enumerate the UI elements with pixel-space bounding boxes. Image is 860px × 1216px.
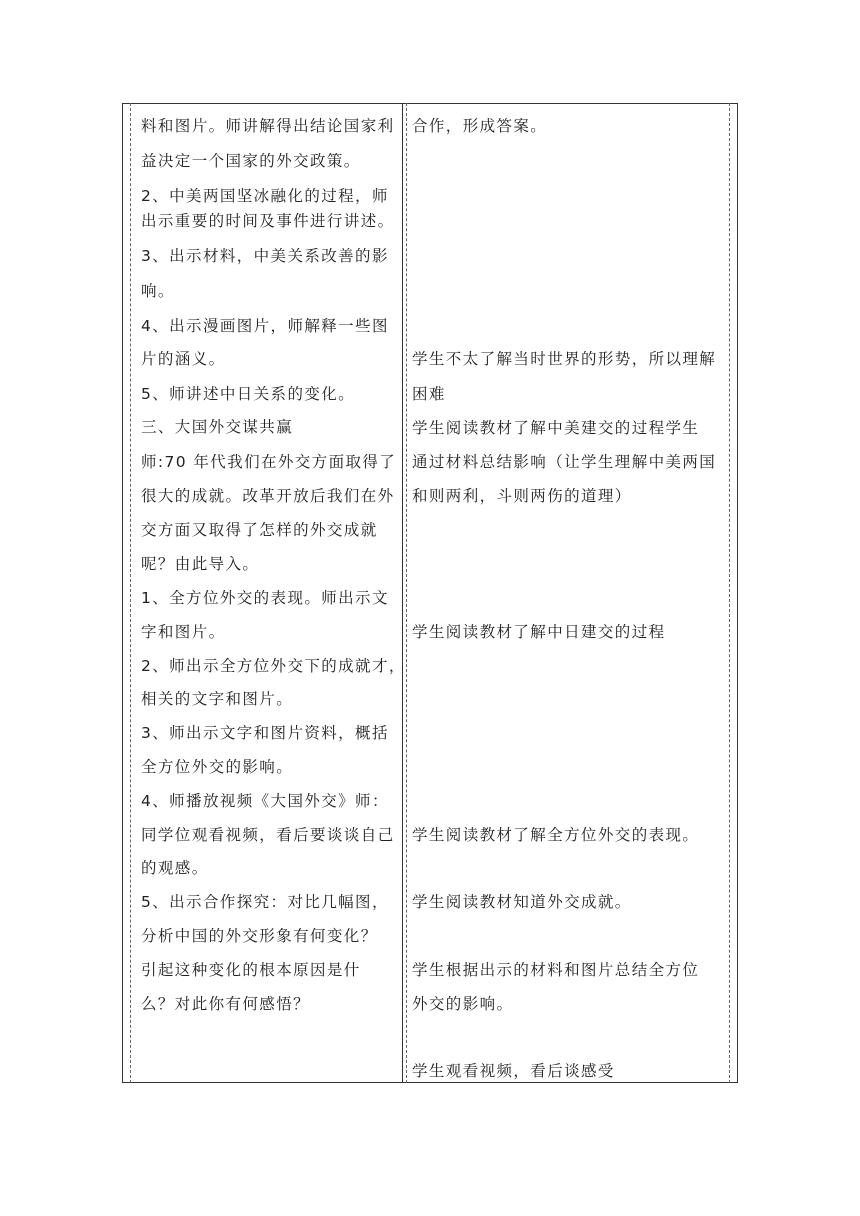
teacher-line: 的观感。	[141, 859, 209, 877]
teacher-line: 出示重要的时间及事件进行讲述。	[141, 212, 395, 230]
column-divider	[402, 103, 403, 1083]
student-line: 困难	[412, 385, 446, 403]
teacher-line: 1、全方位外交的表现。师出示文	[141, 589, 389, 607]
teacher-line: 料和图片。师讲解得出结论国家利	[141, 117, 395, 135]
student-line: 学生根据出示的材料和图片总结全方位	[412, 961, 700, 979]
teacher-line: 4、师播放视频《大国外交》师：	[141, 792, 389, 810]
student-line: 学生阅读教材了解中美建交的过程学生	[412, 419, 700, 437]
teacher-line: 4、出示漫画图片，师解释一些图	[141, 317, 389, 335]
student-line: 学生阅读教材知道外交成就。	[412, 893, 632, 911]
teacher-line: 2、师出示全方位外交下的成就才，	[141, 657, 406, 675]
table-inner-border-right	[729, 103, 730, 1083]
teacher-line: 3、师出示文字和图片资料，概括	[141, 724, 389, 742]
student-line: 通过材料总结影响（让学生理解中美两国	[412, 453, 717, 471]
teacher-line: 3、出示材料，中美关系改善的影	[141, 247, 389, 265]
student-line: 和则两利，斗则两伤的道理）	[412, 487, 632, 505]
student-line: 外交的影响。	[412, 995, 514, 1013]
section-heading: 三、大国外交谋共赢	[141, 418, 294, 436]
teacher-line: 同学位观看视频，看后要谈谈自己	[141, 826, 395, 844]
teacher-line: 引起这种变化的根本原因是什	[141, 961, 361, 979]
teacher-line: 字和图片。	[141, 623, 226, 641]
table-inner-border-left	[130, 103, 131, 1083]
teacher-line: 全方位外交的影响。	[141, 758, 294, 776]
teacher-line: 响。	[141, 282, 175, 300]
column-divider-dashed	[406, 103, 407, 1083]
teacher-line: 益决定一个国家的外交政策。	[141, 152, 361, 170]
student-line: 学生不太了解当时世界的形势，所以理解	[412, 350, 717, 368]
teacher-line: 呢？由此导入。	[141, 555, 260, 573]
teacher-line: 相关的文字和图片。	[141, 690, 294, 708]
teacher-line: 师:70 年代我们在外交方面取得了	[141, 453, 397, 471]
teacher-line: 很大的成就。改革开放后我们在外	[141, 487, 395, 505]
teacher-line: 2、中美两国坚冰融化的过程，师	[141, 187, 389, 205]
student-line: 学生阅读教材了解全方位外交的表现。	[412, 826, 700, 844]
student-line: 学生阅读教材了解中日建交的过程	[412, 623, 666, 641]
teacher-line: 交方面又取得了怎样的外交成就	[141, 521, 378, 539]
teacher-line: 片的涵义。	[141, 350, 226, 368]
teacher-line: 分析中国的外交形象有何变化？	[141, 927, 378, 945]
teacher-line: 么？对此你有何感悟？	[141, 995, 311, 1013]
teacher-line: 5、出示合作探究：对比几幅图，	[141, 893, 389, 911]
teacher-line: 5、师讲述中日关系的变化。	[141, 385, 356, 403]
student-line: 学生观看视频，看后谈感受	[412, 1062, 615, 1080]
student-line: 合作，形成答案。	[412, 117, 548, 135]
